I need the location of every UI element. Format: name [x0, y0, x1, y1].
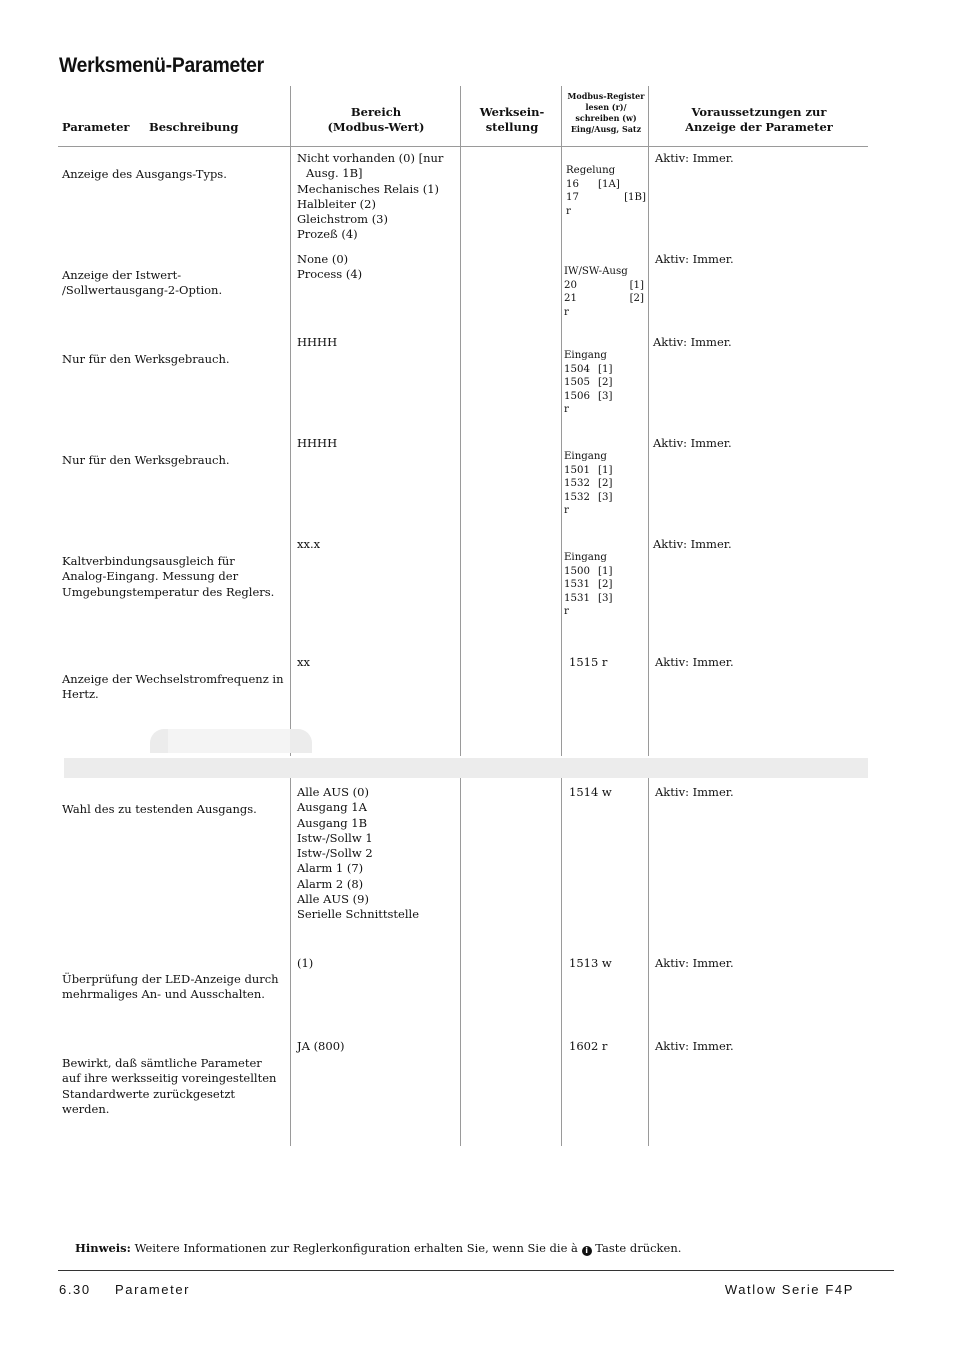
row-condition: Aktiv: Immer.: [655, 252, 734, 266]
row-modbus-register: Eingang 1504 [1] 1505 [2] 1506 [3] r: [564, 350, 613, 415]
row-condition: Aktiv: Immer.: [653, 436, 732, 450]
row-modbus-register: Eingang 1501 [1] 1532 [2] 1532 [3] r: [564, 451, 613, 516]
row-modbus-register: 1515 r: [569, 655, 608, 669]
section-tab: [150, 729, 312, 753]
note-label: Hinweis:: [75, 1241, 131, 1255]
row-condition: Aktiv: Immer.: [655, 655, 734, 669]
row-description: Kaltverbindungsausgleich für Analog-Eingang. Messung der Umgebungstemperatur des Reglers.: [62, 554, 275, 599]
row-modbus-register: 1514 w: [569, 785, 612, 799]
header-description: Beschreibung: [149, 120, 239, 134]
header-parameter: Parameter: [62, 120, 130, 134]
row-range: HHHH: [297, 335, 338, 349]
row-modbus-register: 1513 w: [569, 956, 612, 970]
row-description: Anzeige der Wechselstromfrequenz in Hertz.: [62, 672, 284, 702]
header-modbus: Modbus-Register lesen (r)/ schreiben (w) Eing/Ausg, Satz: [567, 91, 645, 134]
column-divider: [460, 778, 461, 1146]
column-divider: [561, 778, 562, 1146]
note-text: Weitere Informationen zur Reglerkonfiguration erhalten Sie, wenn Sie die à: [134, 1241, 578, 1255]
row-range: Nicht vorhanden (0) [nur Ausg. 1B] Mechanisches Relais (1) Halbleiter (2) Gleichstrom (3) Prozeß (4): [297, 151, 444, 242]
header-default: Werksein- stellung: [479, 105, 545, 134]
row-condition: Aktiv: Immer.: [655, 1039, 734, 1053]
footer-divider: [58, 1270, 894, 1271]
row-modbus-register: Eingang 1500 [1] 1531 [2] 1531 [3] r: [564, 552, 613, 617]
footer-page-number: 6.30: [59, 1282, 91, 1297]
row-description: Bewirkt, daß sämtliche Parameter auf ihre werksseitig voreingestellten Standardwerte zurückgesetzt werden.: [62, 1056, 277, 1116]
note: [75, 1241, 681, 1256]
row-modbus-register: Regelung 16 [1A] 17 [1B] r: [566, 165, 646, 217]
info-icon: i: [582, 1246, 592, 1256]
header-divider: [58, 146, 868, 147]
footer-product: Watlow Serie F4P: [724, 1282, 854, 1297]
row-condition: Aktiv: Immer.: [653, 335, 732, 349]
footer-section: Parameter: [115, 1282, 191, 1297]
row-range: JA (800): [297, 1039, 345, 1053]
row-description: Nur für den Werksgebrauch.: [62, 352, 230, 366]
column-divider: [290, 86, 291, 756]
row-condition: Aktiv: Immer.: [655, 151, 734, 165]
row-modbus-register: IW/SW-Ausg 20 [1] 21 [2] r: [564, 266, 644, 318]
column-divider: [460, 86, 461, 756]
column-divider: [648, 778, 649, 1146]
column-divider: [648, 86, 649, 756]
row-description: Wahl des zu testenden Ausgangs.: [62, 802, 257, 816]
row-modbus-register: 1602 r: [569, 1039, 608, 1053]
page-title: Werksmenü-Parameter: [59, 54, 264, 77]
row-range: Alle AUS (0) Ausgang 1A Ausgang 1B Istw-/Sollw 1 Istw-/Sollw 2 Alarm 1 (7) Alarm 2 (8) Alle AUS (9) Serielle Schnittstelle: [297, 785, 420, 922]
note-text-after: Taste drücken.: [595, 1241, 682, 1255]
row-range: HHHH: [297, 436, 338, 450]
row-condition: Aktiv: Immer.: [655, 956, 734, 970]
row-range: xx: [297, 655, 310, 669]
row-range: None (0) Process (4): [297, 252, 363, 282]
row-range: xx.x: [297, 537, 321, 551]
column-divider: [561, 86, 562, 756]
row-condition: Aktiv: Immer.: [655, 785, 734, 799]
row-description: Anzeige des Ausgangs-Typs.: [62, 167, 227, 181]
header-range: Bereich (Modbus-Wert): [327, 105, 425, 134]
row-description: Überprüfung der LED-Anzeige durch mehrmaliges An- und Ausschalten.: [62, 972, 279, 1002]
row-condition: Aktiv: Immer.: [653, 537, 732, 551]
row-description: Anzeige der Istwert- /Sollwertausgang-2-Option.: [62, 268, 223, 298]
row-range: (1): [297, 956, 314, 970]
row-description: Nur für den Werksgebrauch.: [62, 453, 230, 467]
column-divider: [290, 778, 291, 1146]
section-bar: [64, 758, 868, 778]
header-conditions: Voraussetzungen zur Anzeige der Parameter: [685, 105, 833, 134]
